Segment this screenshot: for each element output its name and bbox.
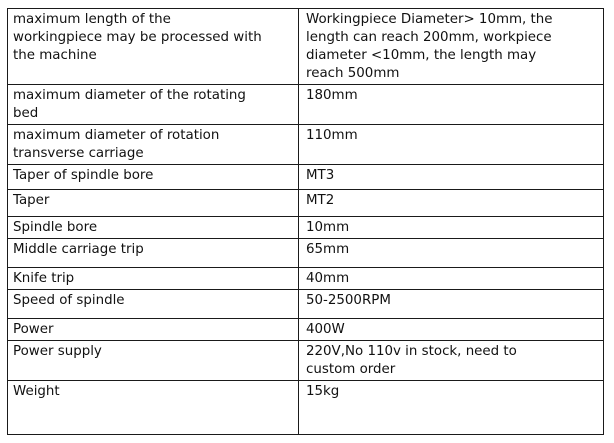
spec-value: MT3	[299, 165, 604, 190]
spec-label: Taper of spindle bore	[8, 165, 299, 190]
spec-value: 40mm	[299, 268, 604, 290]
spec-row-power	[8, 319, 604, 341]
spec-value: 15kg	[299, 381, 604, 435]
spec-row-speed-of-spindle	[8, 290, 604, 319]
spec-label: Weight	[8, 381, 299, 435]
spec-table	[7, 8, 604, 435]
spec-value: 180mm	[299, 85, 604, 125]
spec-row-max-length	[8, 9, 604, 85]
spec-value: 50-2500RPM	[299, 290, 604, 319]
spec-label: Power	[8, 319, 299, 341]
spec-row-max-diameter-carriage	[8, 125, 604, 165]
spec-row-weight	[8, 381, 604, 435]
spec-value: 110mm	[299, 125, 604, 165]
spec-label: maximum length of the workingpiece may be processed with the machine	[8, 9, 299, 85]
spec-label: Speed of spindle	[8, 290, 299, 319]
spec-value: Workingpiece Diameter> 10mm, the length can reach 200mm, workpiece diameter <10mm, the length may reach 500mm	[299, 9, 604, 85]
spec-row-taper	[8, 190, 604, 217]
spec-row-knife-trip	[8, 268, 604, 290]
spec-value: MT2	[299, 190, 604, 217]
spec-row-taper-spindle-bore	[8, 165, 604, 190]
spec-row-power-supply	[8, 341, 604, 381]
spec-table-body	[8, 9, 604, 435]
spec-row-middle-carriage-trip	[8, 239, 604, 268]
spec-row-max-diameter-bed	[8, 85, 604, 125]
spec-value: 400W	[299, 319, 604, 341]
spec-label: Spindle bore	[8, 217, 299, 239]
spec-row-spindle-bore	[8, 217, 604, 239]
spec-label: Middle carriage trip	[8, 239, 299, 268]
spec-value: 10mm	[299, 217, 604, 239]
spec-label: maximum diameter of the rotating bed	[8, 85, 299, 125]
spec-label: maximum diameter of rotation transverse carriage	[8, 125, 299, 165]
spec-label: Power supply	[8, 341, 299, 381]
spec-label: Taper	[8, 190, 299, 217]
spec-label: Knife trip	[8, 268, 299, 290]
spec-value: 65mm	[299, 239, 604, 268]
spec-value: 220V,No 110v in stock, need to custom order	[299, 341, 604, 381]
